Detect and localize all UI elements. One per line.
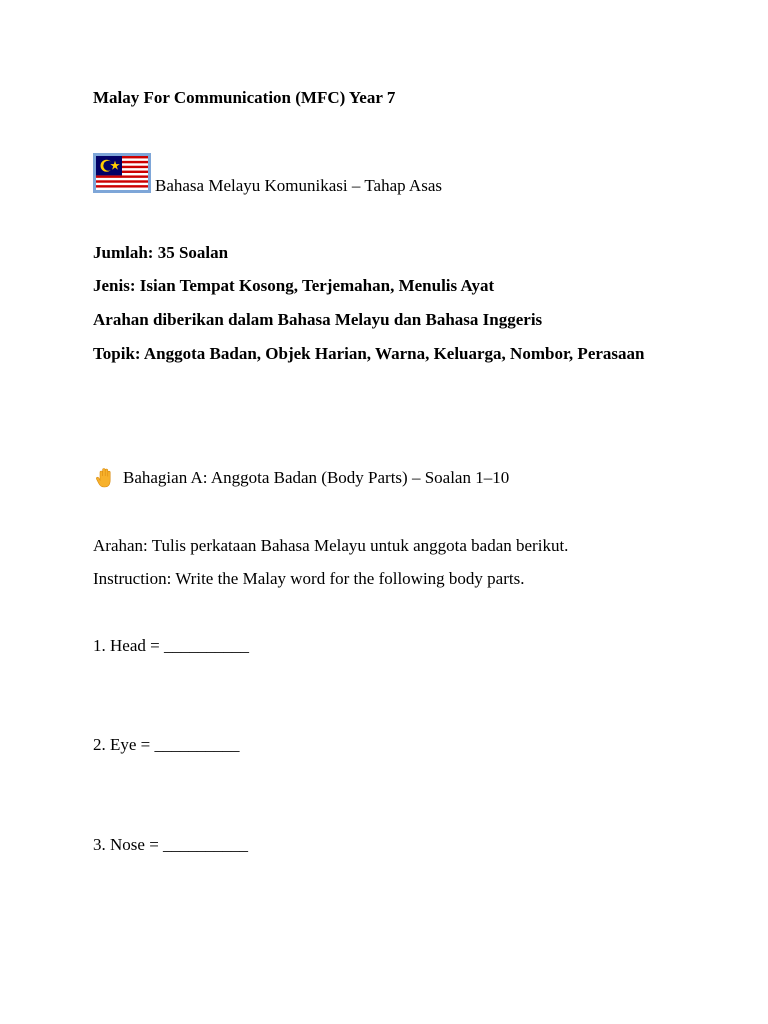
raised-hand-icon <box>95 467 115 489</box>
question-3: 3. Nose = __________ <box>93 835 249 854</box>
question-1: 1. Head = __________ <box>93 636 249 655</box>
info-jenis: Jenis: Isian Tempat Kosong, Terjemahan, Menulis Ayat <box>93 276 495 295</box>
info-topik: Topik: Anggota Badan, Objek Harian, Warna, Keluarga, Nombor, Perasaan <box>93 344 645 363</box>
section-a-arahan: Arahan: Tulis perkataan Bahasa Melayu untuk anggota badan berikut. <box>93 536 569 555</box>
section-a-instruction: Instruction: Write the Malay word for the following body parts. <box>93 569 525 588</box>
info-arahan: Arahan diberikan dalam Bahasa Melayu dan Bahasa Inggeris <box>93 310 543 329</box>
document-subtitle: Bahasa Melayu Komunikasi – Tahap Asas <box>155 176 442 195</box>
document-title: Malay For Communication (MFC) Year 7 <box>93 88 396 107</box>
info-jumlah: Jumlah: 35 Soalan <box>93 243 229 262</box>
malaysia-flag-icon <box>93 153 151 193</box>
section-a-heading: Bahagian A: Anggota Badan (Body Parts) – Soalan 1–10 <box>123 468 510 487</box>
question-2: 2. Eye = __________ <box>93 735 240 754</box>
